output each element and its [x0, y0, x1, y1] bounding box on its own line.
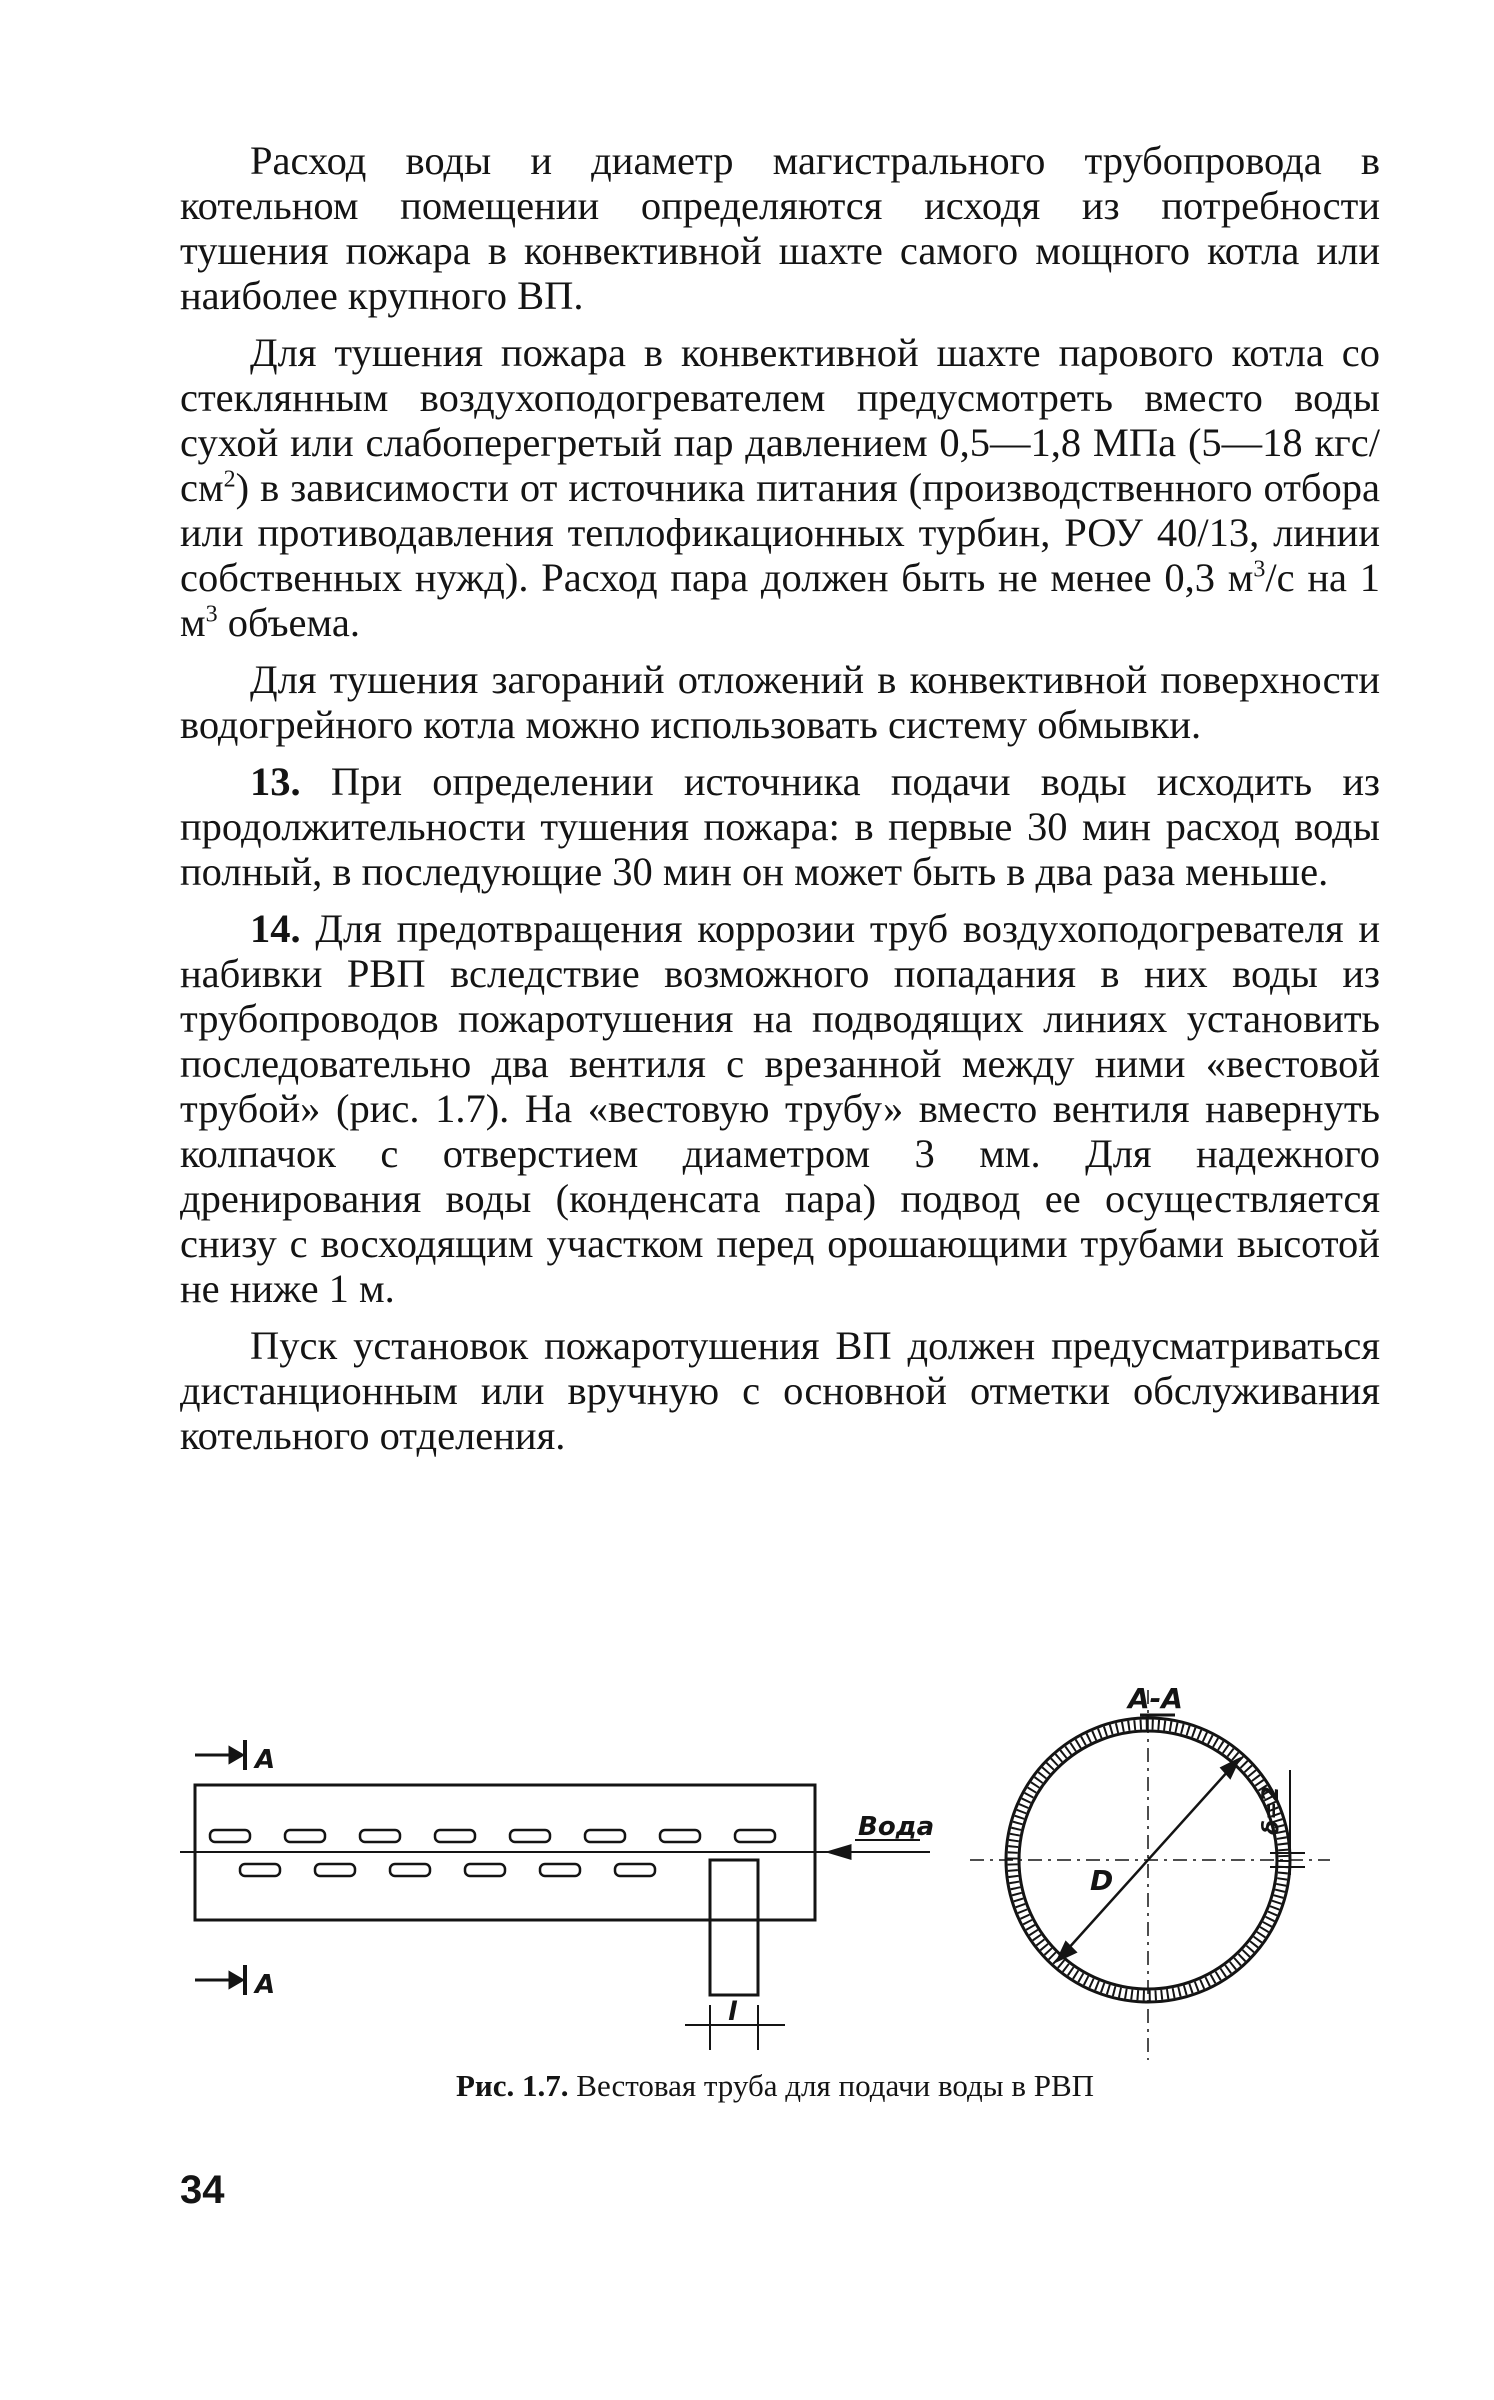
paragraph-text-part: /с на 1 м [180, 555, 1380, 645]
page-number: 34 [180, 2168, 225, 2212]
figure-1-7 [170, 1660, 1380, 2080]
paragraph-water-consumption [180, 138, 1380, 318]
length-label: l [728, 1997, 737, 2027]
upper-holes [210, 1830, 775, 1842]
paragraph-text: Расход воды и диаметр магистрального трубопровода в котельном помещении определяются исходя из потребности тушения пожара в конвективной шахте самого мощного котла или наиболее крупного ВП. [180, 138, 1380, 318]
paragraph-steam-extinguishing [180, 330, 1380, 645]
superscript: 3 [205, 601, 218, 628]
lower-holes [240, 1864, 655, 1876]
paragraph-text: Пуск установок пожаротушения ВП должен предусматриваться дистанционным или вручную с основной отметки обслуживания котельного отделения. [180, 1323, 1380, 1458]
arrow-head-icon [230, 1973, 242, 1987]
superscript: 3 [1253, 556, 1266, 583]
caption-text: Вестовая труба для подачи воды в РВП [568, 2068, 1095, 2103]
body-text [180, 138, 1380, 1470]
superscript: 2 [223, 466, 236, 493]
paragraph-text: Для предотвращения коррозии труб воздухоподогревателя и набивки РВП вследствие возможного попадания в них воды из трубопроводов пожаротушения на подводящих линиях установить последовательно два вентиля с врезанной между ними «вестовой трубой» (рис. 1.7). На «вестовую трубу» вместо вентиля навернуть колпачок с отверстием диаметром 3 мм. Для надежного дренирования воды (конденсата пара) подвод ее осуществляется снизу с восходящим участком перед орошающими трубами высотой не ниже 1 м. [180, 906, 1380, 1311]
paragraph-text-part: ) в зависимости от источника питания (производственного отбора или противодавления теплофикационных турбин, РОУ 40/13, линии собственных нужд). Расход пара должен быть не менее 0,3 м [180, 465, 1380, 600]
paragraph-start-up [180, 1323, 1380, 1458]
figure-caption [170, 2068, 1380, 2104]
paragraph-text-part: объема. [217, 600, 360, 645]
outlet-pipe [710, 1860, 758, 1995]
paragraph-text: При определении источника подачи воды исходить из продолжительности тушения пожара: в первые 30 мин расход воды полный, в последующие 30 мин он может быть в два раза меньше. [180, 759, 1380, 894]
diameter-label: D [1090, 1864, 1114, 1897]
paragraph-text-part: Для тушения пожара в конвективной шахте парового котла со стеклянным воздухоподогревателем предусмотреть вместо воды сухой или слабоперегретый пар давлением 0,5—1,8 МПа (5—18 кгс/см [180, 330, 1380, 510]
water-label: Вода [858, 1812, 935, 1842]
arrow-head-icon [830, 1846, 850, 1858]
arrow-head-icon [230, 1748, 242, 1762]
paragraph-washing-system [180, 657, 1380, 747]
tube-drawing [170, 1660, 1380, 2060]
section-label-bottom: А [255, 1970, 276, 2000]
caption-prefix: Рис. 1.7. [455, 2068, 569, 2103]
paragraph-14 [180, 906, 1380, 1311]
wall-thickness-label: δ=2 [1259, 1786, 1284, 1835]
section-title: А-А [1128, 1682, 1183, 1715]
section-label-top: А [255, 1745, 276, 1775]
paragraph-13 [180, 759, 1380, 894]
paragraph-number: 14. [250, 906, 301, 951]
paragraph-text: Для тушения загораний отложений в конвективной поверхности водогрейного котла можно использовать систему обмывки. [180, 657, 1380, 747]
paragraph-number: 13. [250, 759, 301, 804]
